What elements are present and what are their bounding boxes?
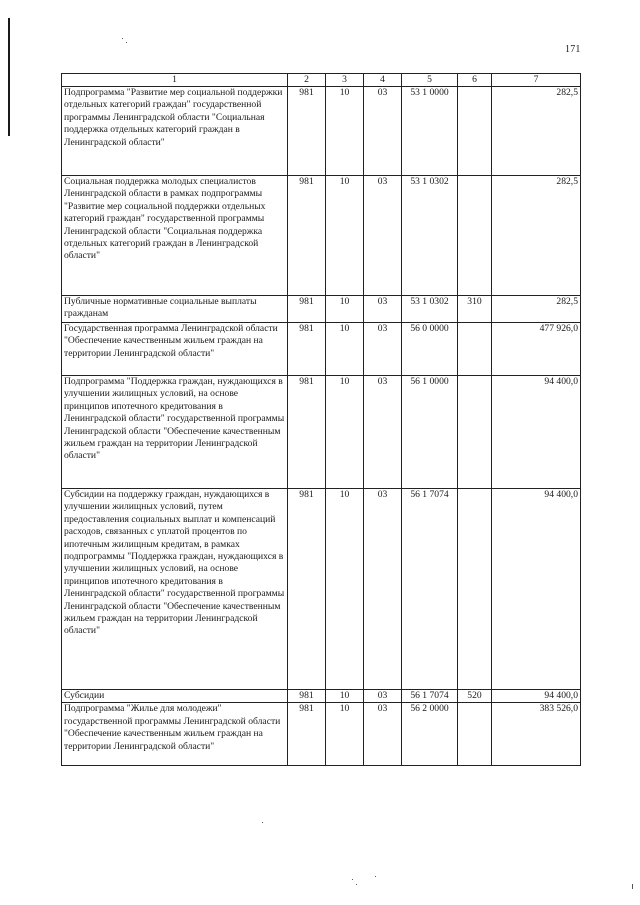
- scan-speck: [352, 879, 353, 880]
- row-name-cell: Подпрограмма "Жилье для молодежи" государственной программы Ленинградской области "Обеспечение качественным жильем граждан на территории Ленинградской области": [62, 703, 288, 766]
- subsection-cell: 03: [364, 87, 402, 176]
- header-cell-3: 3: [326, 74, 364, 87]
- expense-type-cell: 310: [458, 296, 492, 323]
- scan-speck: [356, 884, 357, 885]
- subsection-cell: 03: [364, 296, 402, 323]
- table-row: [62, 87, 581, 176]
- table-row: [62, 296, 581, 323]
- target-article-cell: 53 1 0302: [402, 296, 458, 323]
- section-cell: 10: [326, 323, 364, 376]
- header-cell-5: 5: [402, 74, 458, 87]
- expense-type-cell: [458, 176, 492, 296]
- header-row: [62, 74, 581, 87]
- amount-cell: 282,5: [492, 176, 581, 296]
- header-cell-4: 4: [364, 74, 402, 87]
- section-cell: 10: [326, 690, 364, 703]
- expense-type-cell: [458, 376, 492, 489]
- expense-type-cell: [458, 489, 492, 690]
- subsection-cell: 03: [364, 323, 402, 376]
- expense-type-cell: 520: [458, 690, 492, 703]
- amount-cell: 94 400,0: [492, 489, 581, 690]
- table-row: [62, 690, 581, 703]
- target-article-cell: 53 1 0302: [402, 176, 458, 296]
- target-article-cell: 53 1 0000: [402, 87, 458, 176]
- amount-cell: 282,5: [492, 296, 581, 323]
- section-cell: 10: [326, 703, 364, 766]
- header-cell-7: 7: [492, 74, 581, 87]
- table-row: [62, 703, 581, 766]
- scan-speck: [375, 876, 376, 877]
- admin-code-cell: 981: [288, 176, 326, 296]
- subsection-cell: 03: [364, 376, 402, 489]
- scan-speck: [126, 42, 127, 43]
- target-article-cell: 56 1 7074: [402, 489, 458, 690]
- section-cell: 10: [326, 296, 364, 323]
- amount-cell: 94 400,0: [492, 376, 581, 489]
- admin-code-cell: 981: [288, 87, 326, 176]
- subsection-cell: 03: [364, 176, 402, 296]
- row-name-cell: Социальная поддержка молодых специалистов Ленинградской области в рамках подпрограммы "Развитие мер социальной поддержки отдельных категорий граждан" государственной программы Ленинградской области "Социальная поддержка отдельных категорий граждан в Ленинградской области": [62, 176, 288, 296]
- admin-code-cell: 981: [288, 690, 326, 703]
- section-cell: 10: [326, 376, 364, 489]
- subsection-cell: 03: [364, 489, 402, 690]
- table-row: [62, 176, 581, 296]
- row-name-cell: Публичные нормативные социальные выплаты гражданам: [62, 296, 288, 323]
- table-row: [62, 323, 581, 376]
- row-name-cell: Подпрограмма "Поддержка граждан, нуждающихся в улучшении жилищных условий, на основе принципов ипотечного кредитования в Ленинградской области" государственной программы Ленинградской области "Обеспечение качественным жильем граждан на территории Ленинградской области": [62, 376, 288, 489]
- header-cell-name: 1: [62, 74, 288, 87]
- admin-code-cell: 981: [288, 376, 326, 489]
- table-row: [62, 376, 581, 489]
- expense-type-cell: [458, 703, 492, 766]
- admin-code-cell: 981: [288, 703, 326, 766]
- section-cell: 10: [326, 489, 364, 690]
- row-name-cell: Подпрограмма "Развитие мер социальной поддержки отдельных категорий граждан" государственной программы Ленинградской области "Социальная поддержка отдельных категорий граждан в Ленинградской области": [62, 87, 288, 176]
- target-article-cell: 56 0 0000: [402, 323, 458, 376]
- admin-code-cell: 981: [288, 489, 326, 690]
- subsection-cell: 03: [364, 703, 402, 766]
- admin-code-cell: 981: [288, 323, 326, 376]
- section-cell: 10: [326, 87, 364, 176]
- amount-cell: 477 926,0: [492, 323, 581, 376]
- expense-type-cell: [458, 87, 492, 176]
- target-article-cell: 56 1 7074: [402, 690, 458, 703]
- scan-speck: [632, 884, 633, 889]
- page-number: 171: [565, 44, 581, 55]
- scan-speck: [262, 822, 263, 823]
- row-name-cell: Субсидии: [62, 690, 288, 703]
- table-row: [62, 489, 581, 690]
- scan-speck: [122, 38, 123, 39]
- amount-cell: 94 400,0: [492, 690, 581, 703]
- target-article-cell: 56 2 0000: [402, 703, 458, 766]
- section-cell: 10: [326, 176, 364, 296]
- row-name-cell: Субсидии на поддержку граждан, нуждающихся в улучшении жилищных условий, путем предоставления социальных выплат и компенсаций расходов, связанных с уплатой процентов по ипотечным жилищным кредитам, в рамках подпрограммы "Поддержка граждан, нуждающихся в улучшении жилищных условий, на основе принципов ипотечного кредитования в Ленинградской области" государственной программы Ленинградской области "Обеспечение качественным жильем граждан на территории Ленинградской области": [62, 489, 288, 690]
- row-name-cell: Государственная программа Ленинградской области "Обеспечение качественным жильем граждан на территории Ленинградской области": [62, 323, 288, 376]
- amount-cell: 282,5: [492, 87, 581, 176]
- subsection-cell: 03: [364, 690, 402, 703]
- amount-cell: 383 526,0: [492, 703, 581, 766]
- expense-type-cell: [458, 323, 492, 376]
- budget-table: [61, 73, 581, 766]
- target-article-cell: 56 1 0000: [402, 376, 458, 489]
- scan-edge-line: [8, 18, 10, 136]
- header-cell-6: 6: [458, 74, 492, 87]
- header-cell-2: 2: [288, 74, 326, 87]
- admin-code-cell: 981: [288, 296, 326, 323]
